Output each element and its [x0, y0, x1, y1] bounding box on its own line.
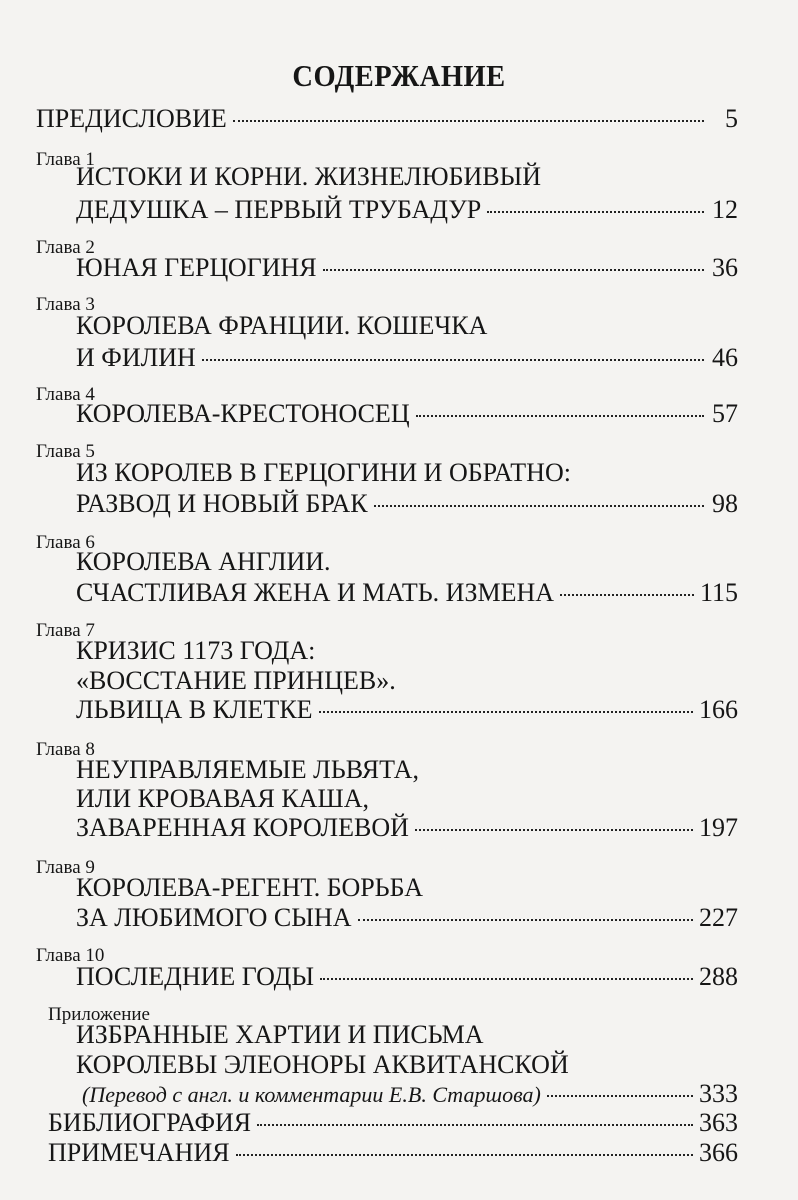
entry-line: ДЕДУШКА – ПЕРВЫЙ ТРУБАДУР — [76, 195, 482, 224]
entry-line: КОРОЛЕВА-КРЕСТОНОСЕЦ — [76, 399, 410, 428]
toc-entry-chapter-9 — [76, 903, 738, 933]
toc-entry-appendix — [82, 1079, 738, 1109]
entry-line: ИЗ КОРОЛЕВ В ГЕРЦОГИНИ И ОБРАТНО: — [76, 458, 571, 487]
toc-entry-chapter-10 — [76, 962, 738, 992]
toc-entry-chapter-8 — [76, 813, 738, 843]
toc-entry-chapter-5 — [76, 489, 738, 519]
chapter-label: Глава 7 — [36, 620, 95, 641]
dot-leader — [415, 829, 693, 831]
chapter-label: Глава 1 — [36, 149, 95, 170]
dot-leader — [374, 505, 704, 507]
page-number: 57 — [712, 399, 738, 428]
dot-leader — [257, 1124, 693, 1126]
dot-leader — [323, 269, 704, 271]
entry-line: ЛЬВИЦА В КЛЕТКЕ — [76, 695, 313, 724]
entry-line: И ФИЛИН — [76, 343, 196, 372]
dot-leader — [416, 415, 704, 417]
dot-leader — [560, 594, 694, 596]
appendix-note: (Перевод с англ. и комментарии Е.В. Старшова) — [82, 1082, 541, 1107]
page-number: 36 — [712, 253, 738, 282]
page-number: 115 — [699, 578, 738, 607]
dot-leader — [236, 1154, 693, 1156]
entry-line: КОРОЛЕВЫ ЭЛЕОНОРЫ АКВИТАНСКОЙ — [76, 1050, 569, 1079]
dot-leader — [358, 919, 694, 921]
chapter-label: Глава 2 — [36, 237, 95, 258]
page-number: 197 — [699, 813, 738, 842]
chapter-label: Глава 3 — [36, 294, 95, 315]
chapter-label: Глава 8 — [36, 739, 95, 760]
toc-entry-chapter-2 — [76, 253, 738, 283]
entry-line: КРИЗИС 1173 ГОДА: — [76, 636, 316, 665]
chapter-label: Глава 9 — [36, 857, 95, 878]
entry-line: ЮНАЯ ГЕРЦОГИНЯ — [76, 253, 317, 282]
page-number: 98 — [712, 489, 738, 518]
dot-leader — [233, 120, 704, 122]
appendix-label: Приложение — [48, 1004, 150, 1025]
entry-line: «ВОССТАНИЕ ПРИНЦЕВ». — [76, 666, 396, 695]
page-number: 366 — [699, 1138, 738, 1167]
toc-entry-chapter-3 — [76, 343, 738, 373]
toc-entry-bibliography — [48, 1108, 738, 1138]
entry-line: НЕУПРАВЛЯЕМЫЕ ЛЬВЯТА, — [76, 755, 419, 784]
toc-entry-preface — [36, 104, 738, 134]
entry-line: КОРОЛЕВА АНГЛИИ. — [76, 547, 331, 576]
dot-leader — [320, 978, 693, 980]
page-number: 5 — [725, 104, 738, 133]
page-title: СОДЕРЖАНИЕ — [292, 58, 506, 93]
entry-line: ЗАВАРЕННАЯ КОРОЛЕВОЙ — [76, 813, 409, 842]
page-number: 12 — [712, 195, 738, 224]
chapter-label: Глава 10 — [36, 945, 105, 966]
toc-entry-notes — [48, 1138, 738, 1168]
dot-leader — [487, 211, 704, 213]
entry-line: ИЛИ КРОВАВАЯ КАША, — [76, 784, 370, 813]
entry-line: РАЗВОД И НОВЫЙ БРАК — [76, 489, 368, 518]
chapter-label: Глава 6 — [36, 532, 95, 553]
entry-line: ИЗБРАННЫЕ ХАРТИИ И ПИСЬМА — [76, 1020, 484, 1049]
toc-entry-chapter-7 — [76, 695, 738, 725]
entry-title: БИБЛИОГРАФИЯ — [48, 1108, 252, 1137]
entry-line: СЧАСТЛИВАЯ ЖЕНА И МАТЬ. ИЗМЕНА — [76, 578, 555, 607]
entry-title: ПРЕДИСЛОВИЕ — [36, 104, 227, 133]
page-number: 166 — [699, 695, 738, 724]
page-number: 333 — [699, 1079, 738, 1108]
entry-line: КОРОЛЕВА ФРАНЦИИ. КОШЕЧКА — [76, 311, 488, 340]
entry-line: ЗА ЛЮБИМОГО СЫНА — [76, 903, 352, 932]
chapter-label: Глава 5 — [36, 441, 95, 462]
page-number: 363 — [699, 1108, 738, 1137]
toc-entry-chapter-4 — [76, 399, 738, 429]
page-number: 227 — [699, 903, 738, 932]
toc-entry-chapter-6 — [76, 578, 738, 608]
page-number: 288 — [699, 962, 738, 991]
toc-entry-chapter-1 — [76, 195, 738, 225]
entry-line: ИСТОКИ И КОРНИ. ЖИЗНЕЛЮБИВЫЙ — [76, 162, 542, 191]
entry-line: ПОСЛЕДНИЕ ГОДЫ — [76, 962, 315, 991]
page-number: 46 — [712, 343, 738, 372]
dot-leader — [547, 1095, 693, 1097]
dot-leader — [202, 359, 704, 361]
entry-line: КОРОЛЕВА-РЕГЕНТ. БОРЬБА — [76, 873, 423, 902]
chapter-label: Глава 4 — [36, 384, 95, 405]
dot-leader — [319, 711, 693, 713]
entry-title: ПРИМЕЧАНИЯ — [48, 1138, 230, 1167]
